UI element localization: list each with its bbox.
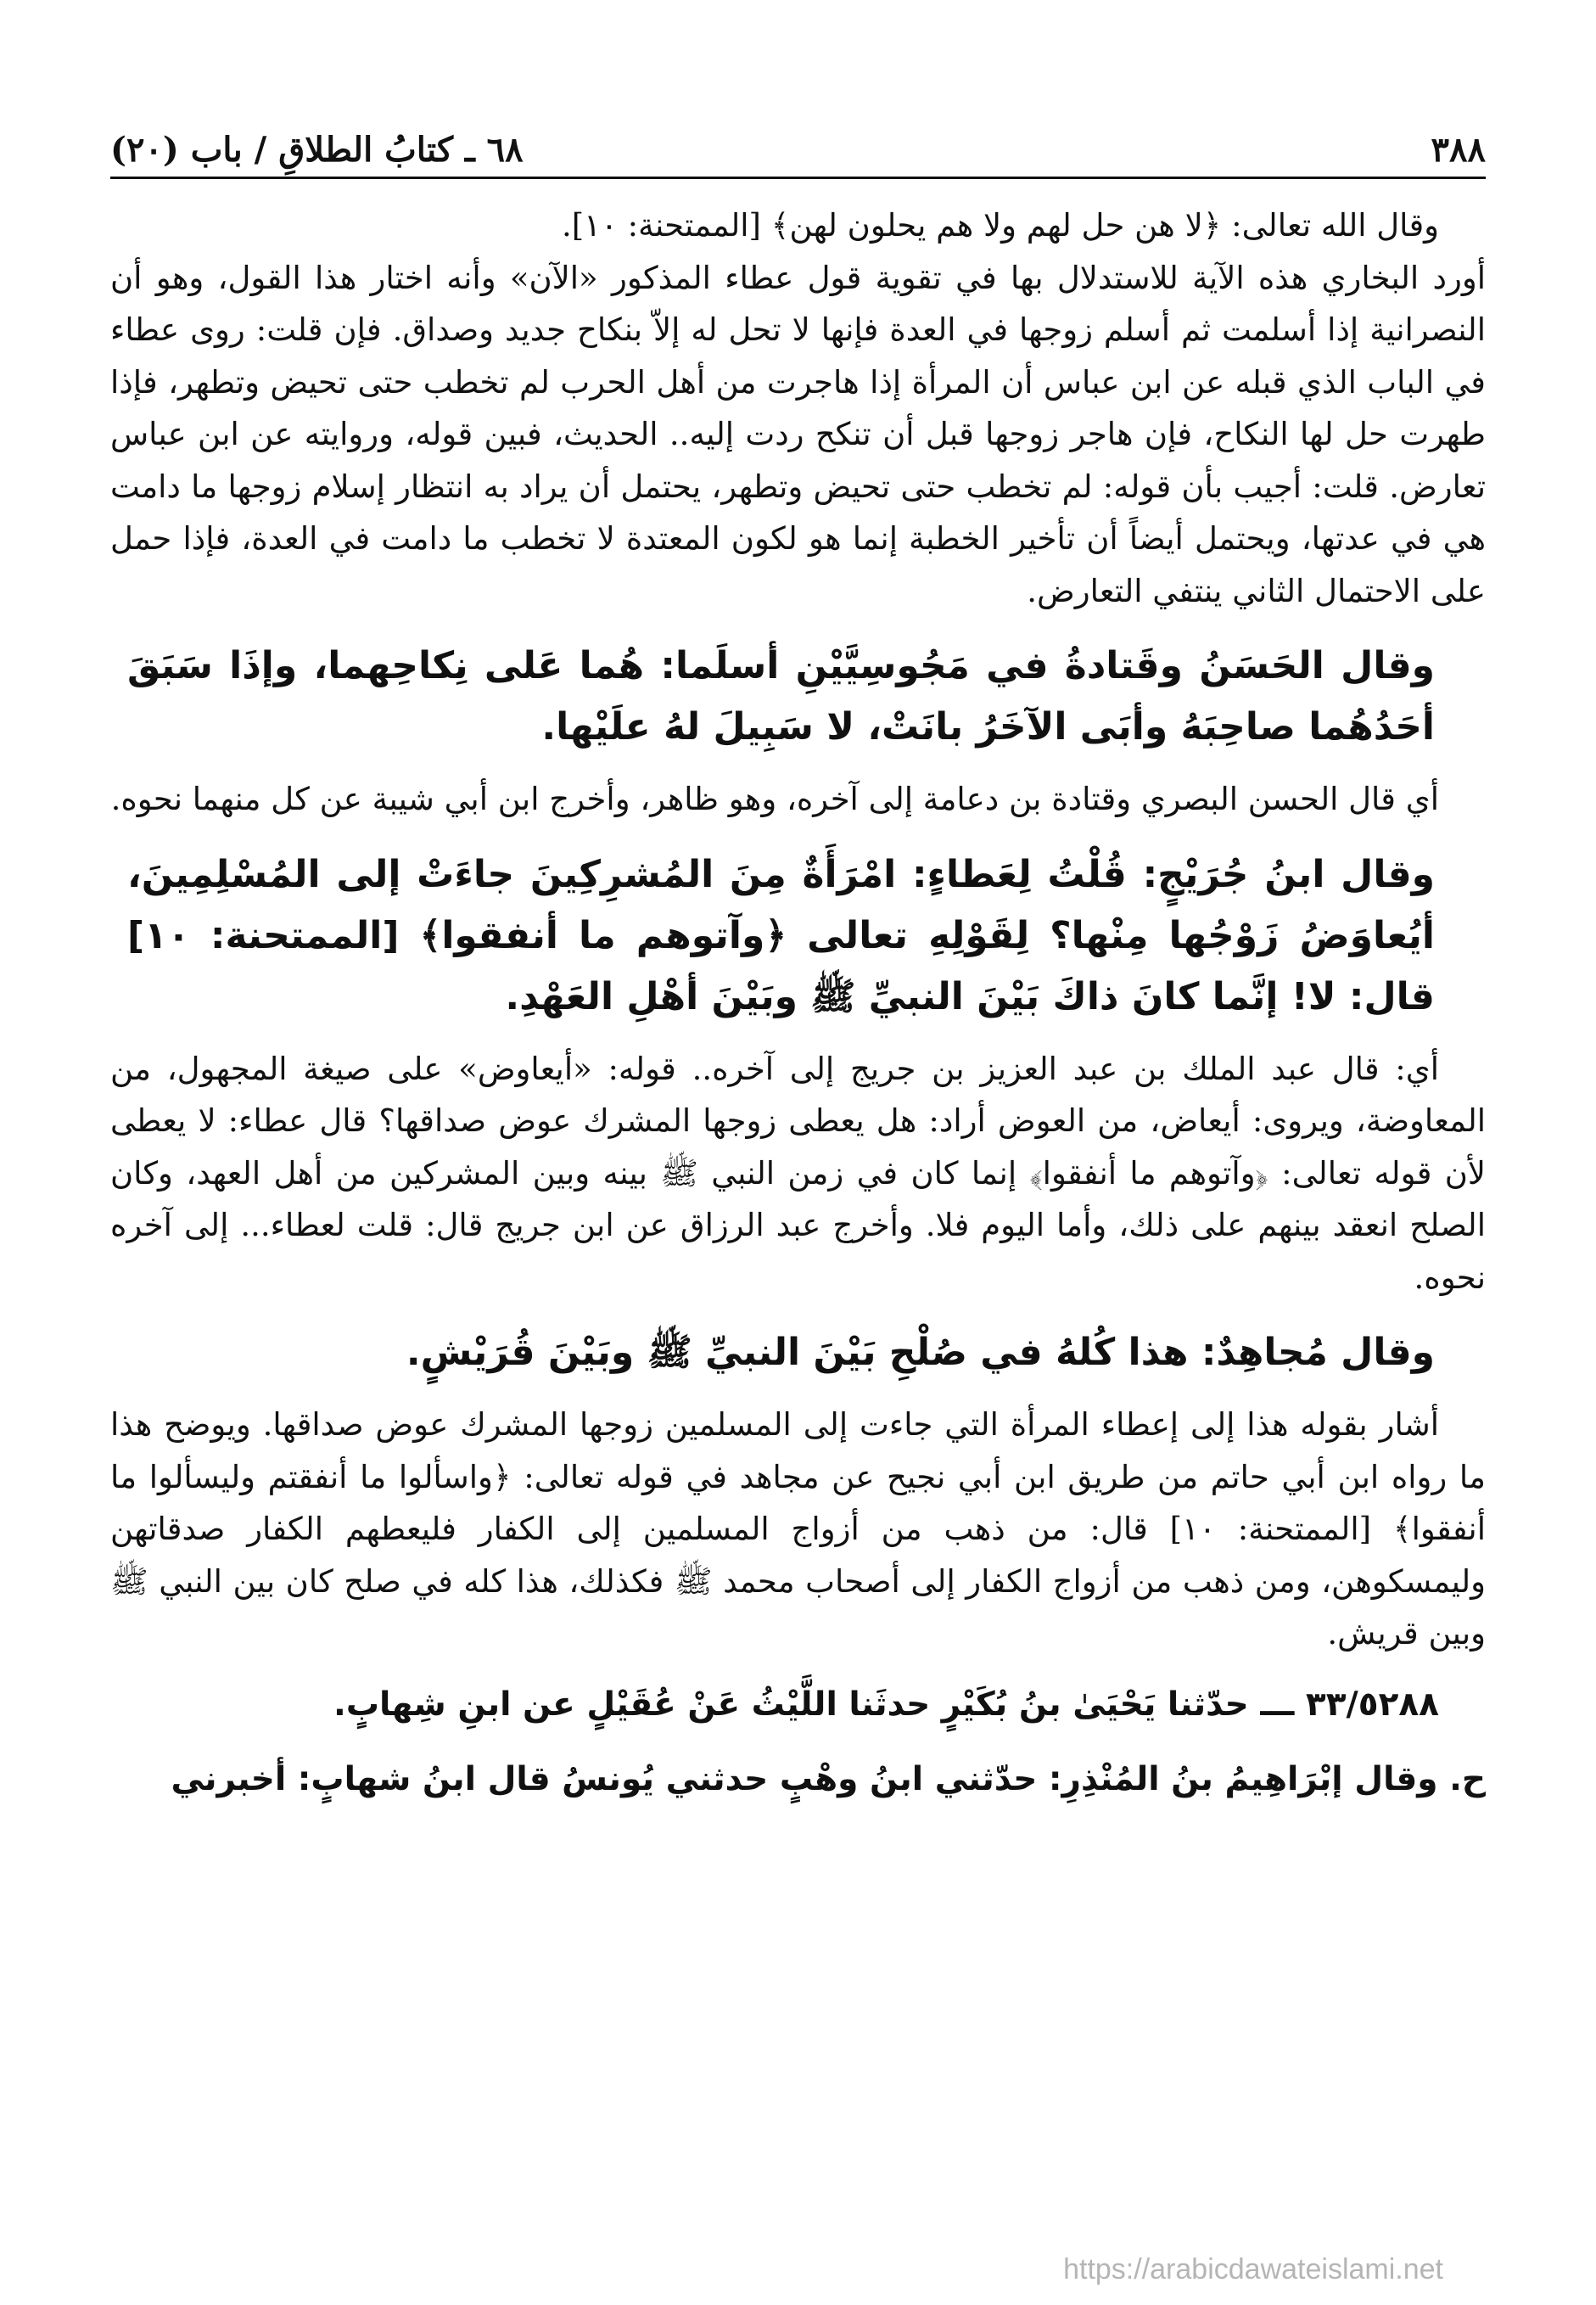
commentary-paragraph: أي: قال عبد الملك بن عبد العزيز بن جريج إلى آخره.. قوله: «أيعاوض» على صيغة المجهول، من المعاوضة، ويروى: أيعاض، من العوض أراد: هل يعطى زوجها المشرك عوض صداقها؟ قال عطاء: لا يعطى لأن قوله تعالى: ﴿وآتوهم ما أنفقوا﴾ إنما كان في زمن النبي ﷺ بينه وبين المشركين من أهل العهد، وكان الصلح انعقد بينهم على ذلك، وأما اليوم فلا. وأخرج عبد الرزاق عن ابن جريج قال: قلت لعطاء... إلى آخره نحوه. [110, 1050, 1486, 1296]
page-header [110, 110, 1486, 170]
page-body [110, 199, 1486, 1809]
isnad-line: ح. وقال إبْرَاهِيمُ بنُ المُنْذِرِ: حدّثني ابنُ وهْبٍ حدثني يُونسُ قال ابنُ شهابٍ: أخبرني [171, 1759, 1486, 1798]
commentary-paragraph: أشار بقوله هذا إلى إعطاء المرأة التي جاءت إلى المسلمين زوجها المشرك عوض صداقها. ويوضح هذا ما رواه ابن أبي حاتم من طريق ابن أبي نجيح عن مجاهد في قوله تعالى: ﴿واسألوا ما أنفقتم وليسألوا ما أنفقوا﴾ [الممتحنة: ١٠] قال: من ذهب من أزواج المسلمين إلى الكفار فليعطهم الكفار صدقاتهن وليمسكوهن، ومن ذهب من أزواج الكفار إلى أصحاب محمد ﷺ فكذلك، هذا كله في صلح كان بين النبي ﷺ وبين قريش. [110, 1406, 1486, 1652]
hadith-text: وقال الحَسَنُ وقَتادةُ في مَجُوسِيَّيْنِ أسلَما: هُما عَلى نِكاحِهما، وإذَا سَبَقَ أحَدُهُما صاحِبَهُ وأبَى الآخَرُ بانَتْ، لا سَبِيلَ لهُ علَيْها. [127, 644, 1435, 749]
isnad-line: ٣٣/٥٢٨٨ ـــ حدّثنا يَحْيَىٰ بنُ بُكَيْرٍ حدثَنا اللَّيْثُ عَنْ عُقَيْلٍ عن ابنِ شِهابٍ. [333, 1685, 1439, 1724]
running-title: ٦٨ ـ كتابُ الطلاقِ / باب (٢٠) [110, 130, 524, 170]
commentary-paragraph: وقال الله تعالى: ﴿لا هن حل لهم ولا هم يحلون لهن﴾ [الممتحنة: ١٠]. [561, 207, 1439, 244]
commentary-paragraph: أورد البخاري هذه الآية للاستدلال بها في تقوية قول عطاء المذكور «الآن» وأنه اختار هذا القول، وهو أن النصرانية إذا أسلمت ثم أسلم زوجها في العدة فإنها لا تحل له إلاّ بنكاح جديد وصداق. فإن قلت: روى عطاء في الباب الذي قبله عن ابن عباس أن المرأة إذا هاجرت من أهل الحرب لم تخطب حتى تحيض وتطهر، فإذا طهرت حل لها النكاح، فإن هاجر زوجها قبل أن تنكح ردت إليه.. الحديث، فبين قوله، وروايته عن ابن عباس تعارض. قلت: أجيب بأن قوله: لم تخطب حتى تحيض وتطهر، يحتمل أن يراد به انتظار إسلام زوجها ما دامت هي في عدتها، ويحتمل أيضاً أن تأخير الخطبة إنما هو لكون المعتدة لا تخطب ما دامت في العدة، فإذا حمل على الاحتمال الثاني ينتفي التعارض. [110, 259, 1486, 609]
hadith-text: وقال ابنُ جُرَيْجٍ: قُلْتُ لِعَطاءٍ: امْرَأَةٌ مِنَ المُشرِكِينَ جاءَتْ إلى المُسْلِمِينَ، أيُعاوَضُ زَوْجُها مِنْها؟ لِقَوْلِهِ تعالى ﴿وآتوهم ما أنفقوا﴾ [الممتحنة: ١٠] قال: لا! إنَّما كانَ ذاكَ بَيْنَ النبيِّ ﷺ وبَيْنَ أهْلِ العَهْدِ. [127, 852, 1435, 1018]
watermark-url: https://arabicdawateislami.net [1063, 2253, 1443, 2285]
page-number: ٣٨٨ [1431, 130, 1486, 170]
header-rule [110, 177, 1486, 179]
hadith-text: وقال مُجاهِدٌ: هذا كُلهُ في صُلْحِ بَيْنَ النبيِّ ﷺ وبَيْنَ قُرَيْشٍ. [406, 1331, 1435, 1374]
commentary-paragraph: أي قال الحسن البصري وقتادة بن دعامة إلى آخره، وهو ظاهر، وأخرج ابن أبي شيبة عن كل منهما نحوه. [110, 781, 1439, 817]
